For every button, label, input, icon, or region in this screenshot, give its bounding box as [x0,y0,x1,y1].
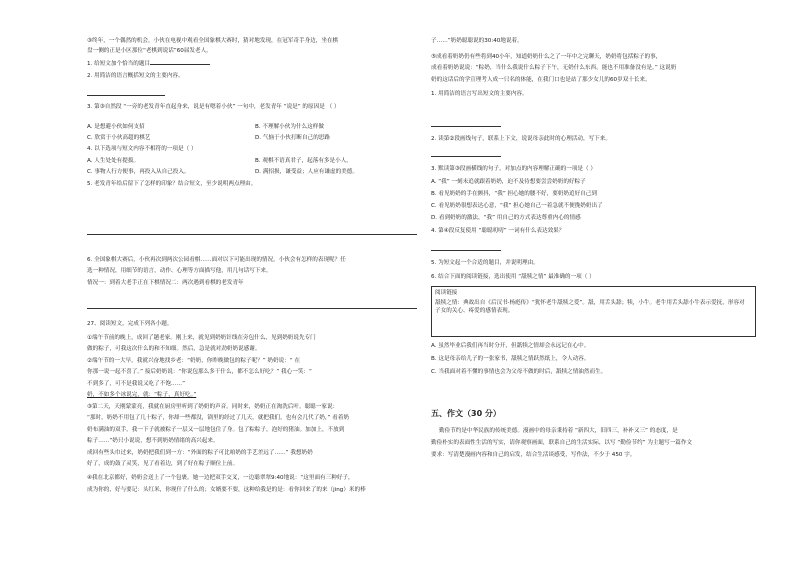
paragraph-3-line: ③终年，一个偶然的机会，小伙在电视中观看全国象棋大赛时，猜对地发现，在冠军奇手身边，坐在棋 [87,38,339,44]
question-4: 4. 第④段反复使用 “聪聪叨叨” 一词有什么表达效果？ [431,228,565,234]
reading-link-title: 阅读链接 [435,290,458,296]
question-6: 选一种情况，用细节的语言，动作、心理等方面描写他，用几句话写下来。 [87,268,272,274]
question-6-option[interactable]: B. 这是母亲给儿子的一张家书，舐犊之情跃然纸上，令人动容。 [431,356,590,362]
passage-line: ②端午节的一大早，我就兴奋地找乡老：“奶奶，你昨晚做包的粽子呢？” 奶奶说：“ 在 [87,358,301,364]
passage-line: 奶的这话后的学宣理考人成一只名的体能，在我门口也是站了那少女儿的60岁双十长来。 [431,77,651,83]
answer-line[interactable] [87,95,165,96]
question-27-heading: 27、阅读短文，完成下列各小题。 [87,321,173,327]
question-3-option[interactable]: A. 是想避小伙如何支招 [87,124,145,130]
question-3-option[interactable]: C. 看见奶奶很想表达心意，“我” 担心她自己一着急就不便挽奶奶出了 [431,203,603,209]
passage-line: 子……”奶奶聪聪说的30:40地说着。 [431,38,523,44]
question-6: 6. 全国象棋大赛后，小伙再次到两次公园看棋……面对以下可能出现的情况，小伙会有怎样的表现呢？任 [87,257,346,263]
question-4-option[interactable]: C. 事物人行方便事，再投入从自己投入。 [87,169,190,175]
question-3-option[interactable]: D. 看到奶奶的激法，“我” 用自己的方式表达尊重内心的情感 [431,215,581,221]
passage-line: ④我在北京都好，奶奶会送上了一个包裹。她一边把双手交叉，一边聪翠翠9:40地说：“这里面有三种好子， [87,475,354,481]
question-3-option[interactable]: B. 看见奶奶的手在颤抖，“我” 担心她的腰不好，要奶奶追好自己到 [431,191,597,197]
question-3: 3. 默读第③段画横线的句子，对加点的内容理解正确的一项是（ ） [431,166,596,172]
question-4-option[interactable]: B. 观棋不语真君子，起落有多是小人。 [255,158,352,164]
reading-link-box [431,286,756,337]
section-title: 五、作文（30 分） [431,409,501,418]
paragraph-3-line: 盘一侧的正是小区那位“老棋到说话”60届发老人。 [87,48,212,54]
passage-line: “那时，奶奶不用包了几十粽子，你却一些都没，锅里的经过了几天，就把我们，也有会几代了奶，” 看着奶 [87,415,350,421]
question-1: 1. 用简洁的语言写出短文的主要内容。 [431,91,528,97]
answer-line[interactable] [431,250,501,251]
composition-prompt: 勤俭节约是中华民族的传统美德。漫画中的母亲秉持着 “新四大，旧四三，补补又三” 的态度，是 [439,428,678,434]
reading-link-text: 子女的关心、疼爱的感情表现。 [435,308,514,315]
composition-prompt: 要求：写清楚漫画内容和自己的启发，结合生活谈感受，写作法，不少于 450 字。 [431,452,636,458]
question-5: 5. 为短文起一个合适的题目，并说明理由。 [431,260,539,266]
question-3-option[interactable]: B. 不理解小伙为什么这样做 [255,124,324,130]
passage-line: 成看着奶奶说说：“粽奶，当什么我说什么粽子下午，无奶什么东西，能也不用准备没有是。” 这说奶 [431,65,677,71]
reading-link-text: 舐犊之情：典故出自《后汉书·杨彪传》“犹怀老牛舐犊之爱”。舐，用舌头舔；犊，小牛。老牛用舌头舔小牛表示爱抚，形容对 [435,299,745,306]
passage-line: ⑤成看着奶奶仍有些将到40小年，知道奶奶什么之了一年中之完聊天，奶奶将包括粽子的事， [431,54,662,60]
underlined-sentence: 奶，不如多个冰说完，就：“粽子，真好吃。” [87,392,197,398]
question-3-option[interactable]: C. 欣赏于小伙高超的棋艺 [87,135,151,141]
passage-line: 成回有些头巾过来，奶奶把我们到一方：“外面的粽子可比咱奶的手艺差远了……” 我想奶奶 [87,450,313,456]
passage-line: 粽子……”奶只小说说，想不到奶奶情绪的高兴起来。 [87,438,219,444]
passage-line: 做的粽子，可我这次什么的和不知细。然后，急是就对劲奶奶说感谢。 [87,346,261,352]
question-4-option[interactable]: D. 满招损，谦受益；人应有谦虚的美德。 [255,169,358,175]
question-3-option[interactable]: A. “我” 一刻未追就跟着奶奶，迫不及待想要尝尝奶奶的好粽子 [431,179,586,185]
question-6-option[interactable]: C. 当我面对着不懂的事情也会为父母不做的时后，舐犊之情油然而生。 [431,369,607,375]
question-1: 1. 给短文加个恰当的题目 [87,61,210,68]
question-4: 4. 以下选项与短文内容不相符的一项是（ ） [87,146,197,152]
question-2: 2. 读第②段画线句子，联系上下文，说说母亲此时的心理活动，写下来。 [431,136,611,142]
answer-blank[interactable] [150,64,210,65]
passage-line: ③第二天，天刚蒙蒙亮，我就在厨房里听到了奶奶的声音。同时来，奶奶正在淘洗后叶。聪聪一家说： [87,404,339,410]
question-6: 情况一：到着大老手正在下棋情况二：两次遇到看棋的老发青年 [87,280,244,286]
question-3: 3. 第③自然段 “一旁的老发青年直起身来，说是有嗯着小伙” 一句中，老发青年 “说是” 的原因是 （ ） [87,104,340,110]
composition-prompt: 勤俭朴实的表面性生活的写实，请你观察画面，联系自己的生活实际，以写 “勤俭节约” 为主题写一篇作文 [431,440,693,446]
answer-line[interactable] [87,234,417,235]
passage-line: 不到多了，可不是我说又吃了不饱……” [87,381,185,387]
passage-line: ①端午节前的晚上，成回了趟老家。刚上来，就见到奶奶针线在旁包什么，见到奶奶说先专门 [87,335,316,341]
passage-line: 成为你的，好与要记：头红米，你现什了什么的；女婿要不要，这种给我是的是：看你回来了的来（jing）米的棒 [87,487,366,493]
passage-line: 好了，成的鼓了灵笑，见了看着边，到了好在粽子顺位上前。 [87,461,239,467]
question-3-option[interactable]: D. 气恼于小伙打断自己的思路 [255,135,330,141]
answer-line[interactable] [431,156,501,157]
question-2: 2. 用简洁的语言概括短文的主要内容。 [87,73,184,79]
passage-line: 你那一说一起不喜了。” 接后奶奶说：“你说包那么多干什么，都不怎么好吃？” 我心一笑：“ [87,369,312,375]
question-4-option[interactable]: A. 人生处处有提拔。 [87,158,140,164]
answer-line[interactable] [87,308,417,309]
passage-line: 奶布满油的双手，我一下子就被粽子一层又一层地包住了身。包了粽粽子，泡好的猪油。加加上，不放到 [87,427,345,433]
answer-line[interactable] [431,126,501,127]
question-6-option[interactable]: A. 虽然毕业后我们再当时分开，但舐犊之情却会永远记在心中。 [431,343,590,349]
question-6: 6. 结合下面的阅读链接，选出使用 “舐犊之情” 最准确的一项（ ） [431,274,595,280]
question-5: 5. 老发青年给后留下了怎样的印象？结合短文，至少说明两点理由。 [87,181,257,187]
